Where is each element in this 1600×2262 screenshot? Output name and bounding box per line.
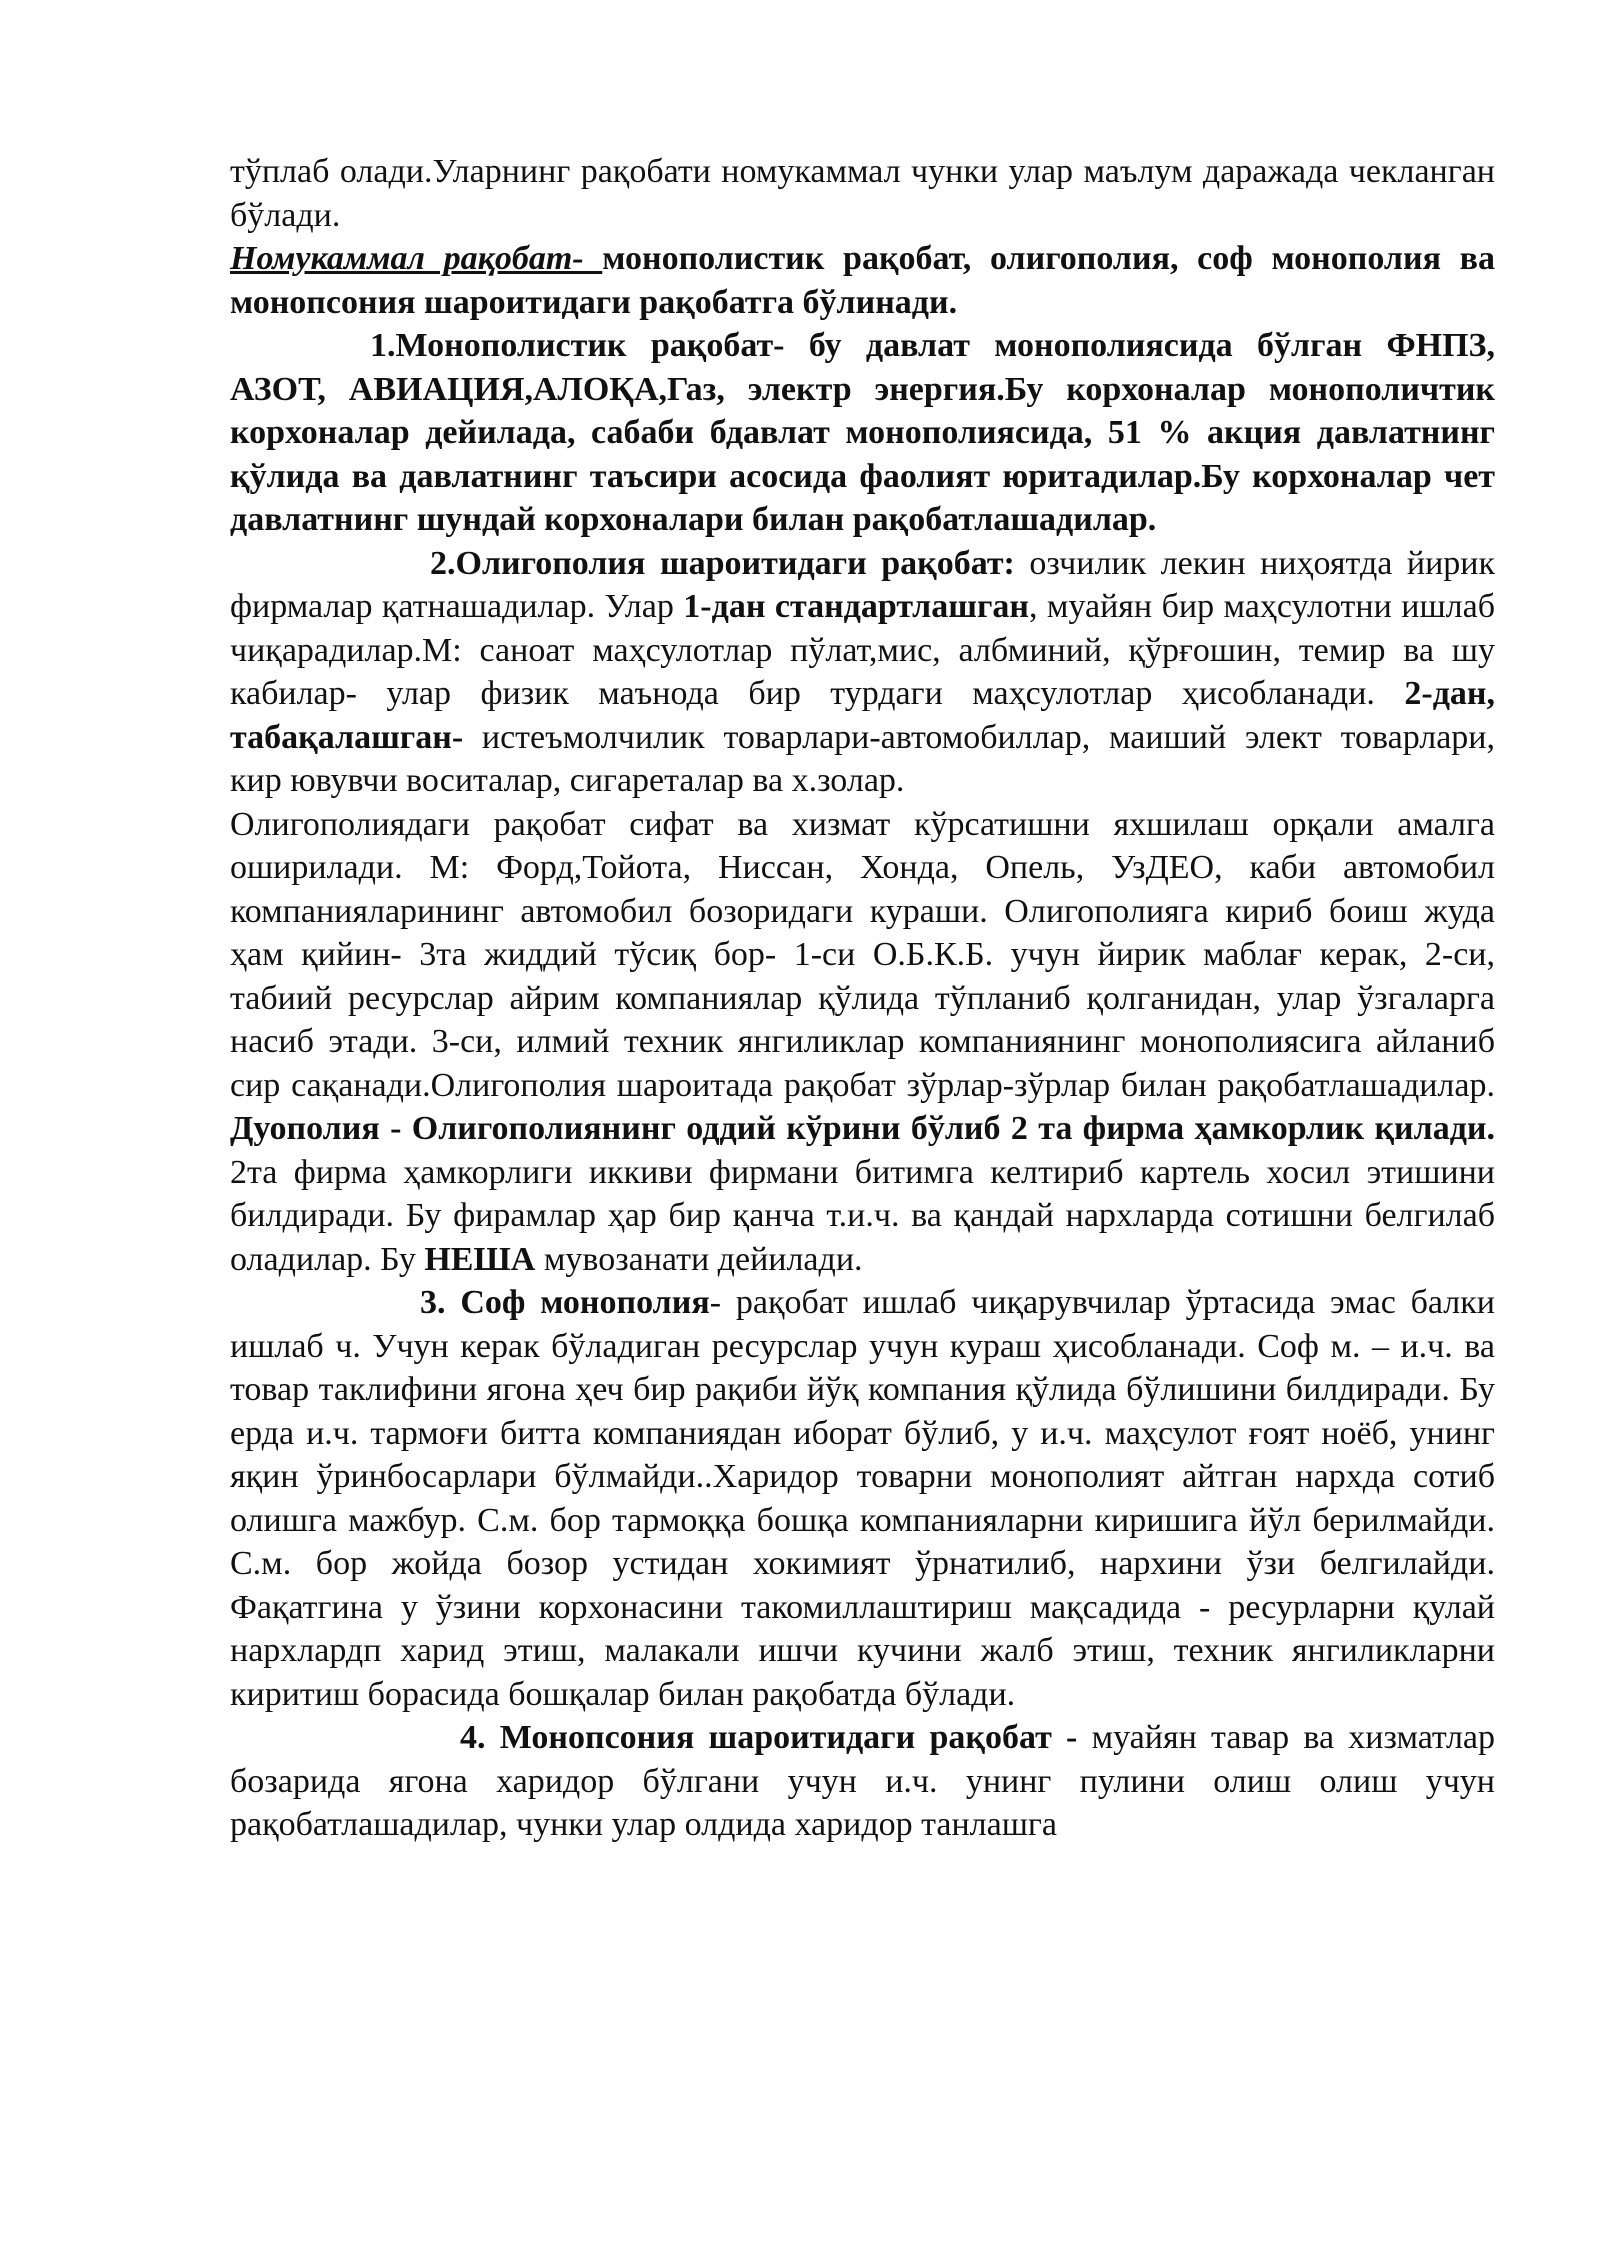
- term-imperfect-competition: Номукаммал рақобат-: [230, 240, 603, 277]
- definition-imperfect-competition: монополистик рақобат, олигополия, соф монополия ва монопсония шароитидаги рақобатга бўлинади.: [230, 240, 1495, 321]
- paragraph-monopolistic-competition: 1.Монополистик рақобат- бу давлат монополиясида бўлган ФНПЗ, АЗОТ, АВИАЦИЯ,АЛОҚА,Газ, электр энергия.Бу корхоналар монополичтик корхоналар дейилада, сабаби бдавлат монополиясида, 51 % акция давлатнинг қўлида ва давлатнинг таъсири асосида фаолият юритадилар.Бу корхоналар чет давлатнинг шундай корхоналари билан рақобатлашадилар.: [230, 327, 1495, 538]
- nash-term: НЕША: [424, 1240, 536, 1278]
- paragraph-imperfect-competition: [230, 237, 1495, 324]
- paragraph-oligopoly-competition: [230, 803, 1495, 1282]
- heading-monopsony: 4. Монопсония шароитидаги рақобат -: [460, 1719, 1078, 1756]
- oligopoly-text-c: , муайян бир маҳсулотни ишлаб чиқарадилар.М: саноат маҳсулотлар пўлат,мис, албминий, қўрғошин, темир ва шу кабилар- улар физик маънода бир турдаги маҳсулотлар ҳисобланади.: [230, 588, 1495, 712]
- heading-pure-monopoly: 3. Соф монополия: [420, 1284, 710, 1321]
- oligopoly-competition-text: Олигополиядаги рақобат сифат ва хизмат кўрсатишни яхшилаш орқали амалга оширилади. М: Форд,Тойота, Ниссан, Хонда, Опель, УзДЕО, каби автомобил компанияларининг автомобил бозоридаги кураши. Олигополияга кириб боиш жуда ҳам қийин- 3та жиддий тўсиқ бор- 1-си О.Б.К.Б. учун йирик маблағ керак, 2-си, табиий ресурслар айрим компаниялар қўлида тўпланиб қолганидан, улар ўзгаларга насиб этади. 3-си, илмий техник янгиликлар компаниянинг монополиясига айланиб сир сақанади.Олигополия шароитада рақобат зўрлар-зўрлар билан рақобатлашадилар.: [230, 805, 1495, 1104]
- duopoly-text: 2та фирма ҳамкорлиги иккиви фирмани битимга келтириб картель хосил этишини билдиради. Бу фирамлар ҳар бир қанча т.и.ч. ва қандай нархларда сотишни белгилаб оладилар. Бу: [230, 1153, 1495, 1278]
- heading-oligopoly: 2.Олигополия шароитидаги рақобат:: [430, 544, 1015, 582]
- paragraph-intro: тўплаб олади.Уларнинг рақобати номукаммал чунки улар маълум даражада чекланган бўлади.: [230, 153, 1495, 234]
- paragraph-pure-monopoly: [230, 1281, 1495, 1716]
- document-page: [230, 150, 1495, 1847]
- pure-monopoly-text: - рақобат ишлаб чиқарувчилар ўртасида эмас балки ишлаб ч. Учун керак бўладиган ресурслар учун кураш ҳисобланади. Соф м. – и.ч. ва товар таклифини ягона ҳеч бир рақиби йўқ компания қўлида бўлишини билдиради. Бу ерда и.ч. тармоғи битта компаниядан иборат бўлиб, у и.ч. маҳсулот ғоят ноёб, унинг яқин ўринбосарлари бўлмайди..Харидор товарни монополият айтган нархда сотиб олишга мажбур. С.м. бор тармоққа бошқа компанияларни киришига йўл берилмайди. С.м. бор жойда бозор устидан хокимият ўрнатилиб, нархини ўзи белгилайди. Фақатгина у ўзини корхонасини такомиллаштириш мақсадида - ресурларни қулай нархлардп харид этиш, малакали ишчи кучини жалб этиш, техник янгиликларни киритиш борасида бошқалар билан рақобатда бўлади.: [230, 1284, 1495, 1713]
- oligopoly-standardized: 1-дан стандартлашган: [683, 588, 1029, 625]
- paragraph-monopsony: [230, 1716, 1495, 1847]
- paragraph-oligopoly: [230, 542, 1495, 803]
- oligopoly-differentiated: 2-дан, табақалашган-: [230, 675, 1495, 756]
- duopoly-definition: Дуополия - Олигополиянинг оддий кўрини бўлиб 2 та фирма ҳамкорлик қилади.: [230, 1110, 1495, 1147]
- oligopoly-text-e: истеъмолчилик товарлари-автомобиллар, маиший элект товарлари, кир ювувчи воситалар, сигареталар ва х.золар.: [230, 718, 1495, 799]
- monopsony-text: муайян тавар ва хизматлар бозарида ягона харидор бўлгани учун и.ч. унинг пулини олиш олиш учун рақобатлашадилар, чунки улар олдида харидор танлашга: [230, 1719, 1496, 1843]
- oligopoly-text-a: озчилик лекин ниҳоятда йирик фирмалар қатнашадилар. Улар: [230, 544, 1495, 625]
- nash-text: мувозанати дейилади.: [535, 1240, 863, 1278]
